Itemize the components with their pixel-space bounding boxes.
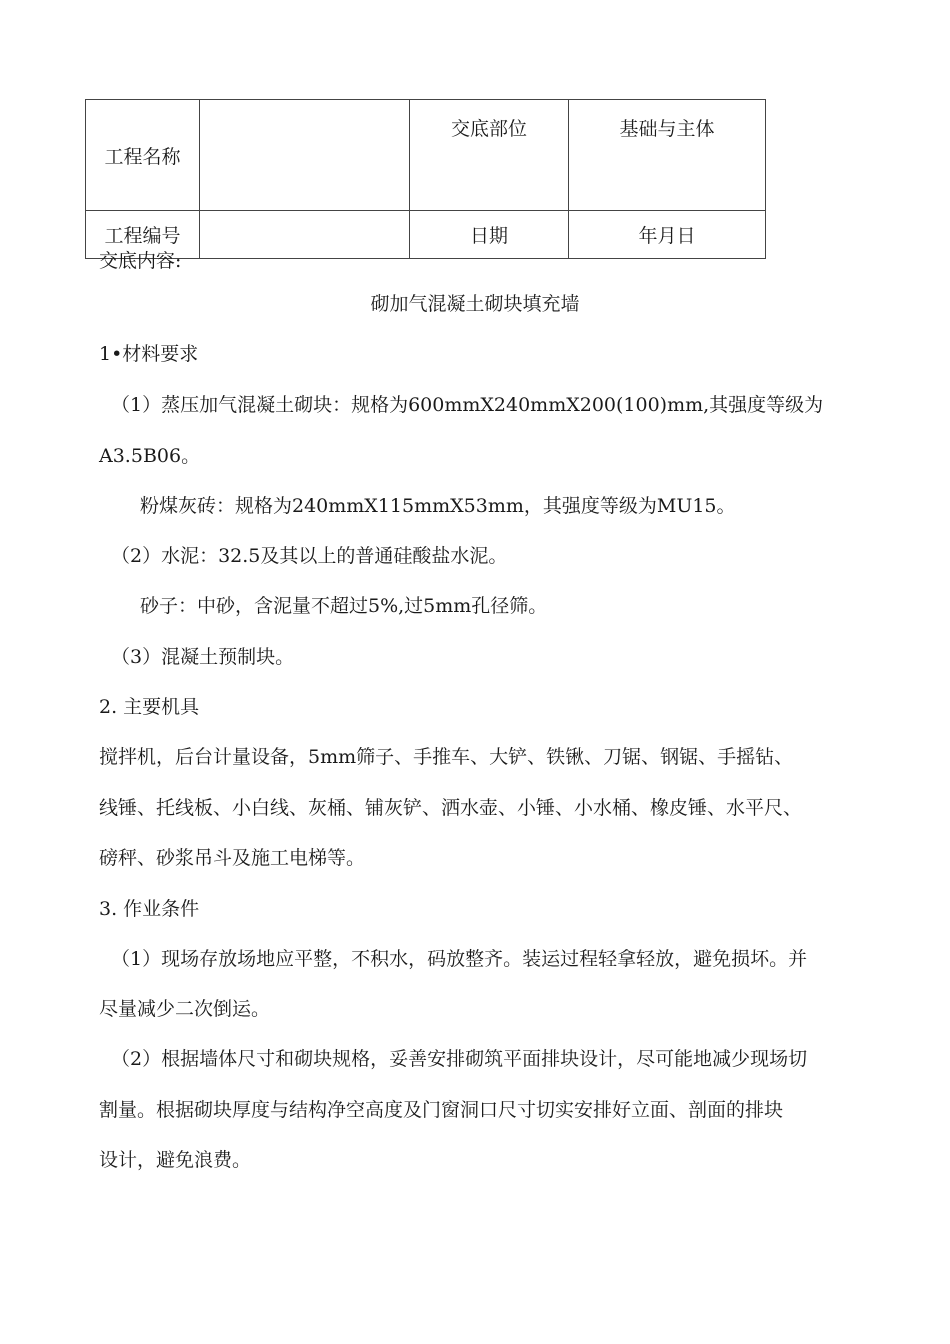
paragraph-line: 粉煤灰砖：规格为240mmX115mmX53mm，其强度等级为MU15。 — [140, 495, 736, 517]
paragraph-line: 设计，避免浪费。 — [99, 1149, 252, 1171]
paragraph-line: A3.5B06。 — [99, 445, 201, 467]
paragraph-line: （1）蒸压加气混凝土砌块：规格为600mmX240mmX200(100)mm,其强度等级为 — [111, 394, 824, 416]
paragraph-line: 线锤、托线板、小白线、灰桶、铺灰铲、洒水壶、小锤、小水桶、橡皮锤、水平尺、 — [99, 797, 803, 819]
document-title: 砌加气混凝土砌块填充墙 — [370, 293, 580, 315]
table-row — [86, 100, 766, 211]
header-table — [85, 99, 766, 259]
section-heading: 2. 主要机具 — [99, 696, 200, 718]
paragraph-line: （1）现场存放场地应平整，不积水，码放整齐。装运过程轻拿轻放，避免损坏。并 — [111, 948, 808, 970]
date-label: 日期 — [410, 211, 569, 259]
paragraph-line: 割量。根据砌块厚度与结构净空高度及门窗洞口尺寸切实安排好立面、剖面的排块 — [99, 1099, 784, 1121]
table-row — [86, 211, 766, 259]
paragraph-line: 磅秤、砂浆吊斗及施工电梯等。 — [99, 847, 366, 869]
paragraph-line: （2）根据墙体尺寸和砌块规格，妥善安排砌筑平面排块设计，尽可能地减少现场切 — [111, 1048, 808, 1070]
paragraph-line: （3）混凝土预制块。 — [111, 646, 295, 668]
paragraph-line: （2）水泥：32.5及其以上的普通硅酸盐水泥。 — [111, 545, 508, 567]
project-name-value — [200, 100, 410, 211]
paragraph-line: 砂子：中砂，含泥量不超过5%,过5mm孔径筛。 — [140, 595, 548, 617]
section-heading: 3. 作业条件 — [99, 898, 200, 920]
project-no-label: 工程编号 — [86, 211, 200, 259]
disclosure-part-label: 交底部位 — [410, 100, 569, 211]
project-no-value — [200, 211, 410, 259]
section-heading: 1•材料要求 — [99, 343, 199, 365]
project-name-label: 工程名称 — [86, 100, 200, 211]
date-value: 年月日 — [569, 211, 766, 259]
disclosure-part-value: 基础与主体 — [569, 100, 766, 211]
paragraph-line: 搅拌机，后台计量设备，5mm筛子、手推车、大铲、铁锹、刀锯、钢锯、手摇钻、 — [99, 746, 794, 768]
paragraph-line: 尽量减少二次倒运。 — [99, 998, 271, 1020]
content-label: 交底内容: — [99, 250, 182, 272]
